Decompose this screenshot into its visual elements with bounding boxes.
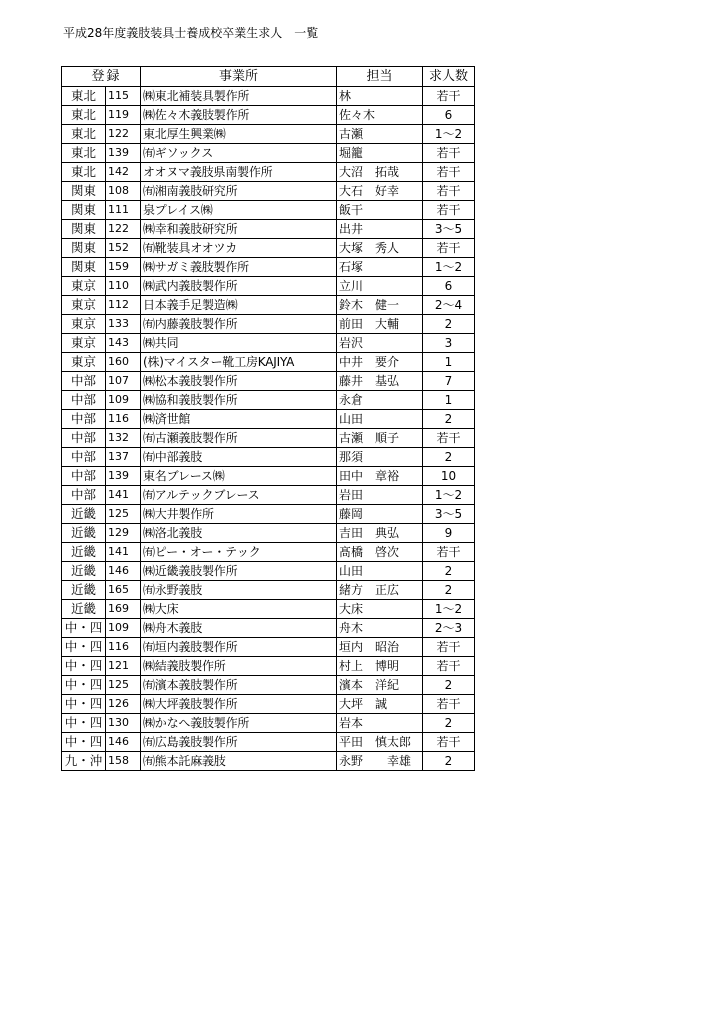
cell-region: 中部: [62, 391, 106, 410]
cell-openings: 2～3: [423, 619, 475, 638]
cell-company: ㈲ピー・オー・テック: [141, 543, 337, 562]
cell-number: 141: [106, 543, 141, 562]
cell-number: 146: [106, 733, 141, 752]
cell-openings: 若干: [423, 87, 475, 106]
cell-number: 139: [106, 467, 141, 486]
cell-number: 132: [106, 429, 141, 448]
cell-number: 165: [106, 581, 141, 600]
cell-company: ㈱大井製作所: [141, 505, 337, 524]
cell-number: 116: [106, 410, 141, 429]
cell-region: 中部: [62, 467, 106, 486]
cell-region: 九・沖: [62, 752, 106, 771]
cell-company: オオヌマ義肢県南製作所: [141, 163, 337, 182]
table-row: [62, 144, 475, 163]
cell-number: 159: [106, 258, 141, 277]
cell-contact: 藤岡: [337, 505, 423, 524]
table-row: [62, 524, 475, 543]
cell-number: 109: [106, 619, 141, 638]
cell-number: 111: [106, 201, 141, 220]
cell-openings: 若干: [423, 695, 475, 714]
cell-openings: 6: [423, 106, 475, 125]
cell-number: 142: [106, 163, 141, 182]
table-row: [62, 676, 475, 695]
table-row: [62, 486, 475, 505]
cell-openings: 1: [423, 391, 475, 410]
cell-region: 中・四: [62, 619, 106, 638]
table-row: [62, 657, 475, 676]
cell-number: 139: [106, 144, 141, 163]
cell-region: 東京: [62, 277, 106, 296]
table-row: [62, 106, 475, 125]
cell-number: 158: [106, 752, 141, 771]
cell-number: 126: [106, 695, 141, 714]
header-number: 録: [106, 67, 141, 87]
cell-region: 東京: [62, 296, 106, 315]
table-row: [62, 391, 475, 410]
cell-contact: 岩沢: [337, 334, 423, 353]
cell-region: 東京: [62, 334, 106, 353]
cell-contact: 藤井 基弘: [337, 372, 423, 391]
cell-openings: 若干: [423, 163, 475, 182]
cell-number: 109: [106, 391, 141, 410]
cell-openings: 10: [423, 467, 475, 486]
cell-region: 東京: [62, 315, 106, 334]
table-row: [62, 505, 475, 524]
cell-region: 東北: [62, 144, 106, 163]
cell-contact: 大石 好幸: [337, 182, 423, 201]
cell-number: 125: [106, 676, 141, 695]
cell-region: 近畿: [62, 562, 106, 581]
table-row: [62, 315, 475, 334]
cell-company: ㈱結義肢製作所: [141, 657, 337, 676]
cell-region: 近畿: [62, 600, 106, 619]
table-row: [62, 619, 475, 638]
table-row: [62, 296, 475, 315]
table-row: [62, 201, 475, 220]
cell-region: 近畿: [62, 524, 106, 543]
cell-region: 近畿: [62, 581, 106, 600]
table-row: [62, 239, 475, 258]
cell-region: 近畿: [62, 505, 106, 524]
cell-number: 121: [106, 657, 141, 676]
cell-number: 129: [106, 524, 141, 543]
job-listing-table: [61, 66, 475, 771]
cell-openings: 1～2: [423, 258, 475, 277]
cell-company: ㈲内藤義肢製作所: [141, 315, 337, 334]
cell-region: 中・四: [62, 733, 106, 752]
table-row: [62, 714, 475, 733]
cell-number: 152: [106, 239, 141, 258]
cell-contact: 髙橋 啓次: [337, 543, 423, 562]
cell-region: 東京: [62, 353, 106, 372]
cell-contact: 中井 要介: [337, 353, 423, 372]
cell-company: ㈲古瀬義肢製作所: [141, 429, 337, 448]
cell-openings: 2: [423, 315, 475, 334]
cell-contact: 大塚 秀人: [337, 239, 423, 258]
cell-company: ㈱松本義肢製作所: [141, 372, 337, 391]
cell-openings: 3～5: [423, 505, 475, 524]
cell-openings: 若干: [423, 182, 475, 201]
table-row: [62, 467, 475, 486]
cell-contact: 舟木: [337, 619, 423, 638]
cell-number: 143: [106, 334, 141, 353]
cell-number: 125: [106, 505, 141, 524]
cell-openings: 2: [423, 676, 475, 695]
cell-openings: 若干: [423, 429, 475, 448]
cell-openings: 若干: [423, 144, 475, 163]
cell-openings: 2: [423, 562, 475, 581]
cell-contact: 出井: [337, 220, 423, 239]
table-row: [62, 543, 475, 562]
cell-openings: 1～2: [423, 600, 475, 619]
cell-contact: 永倉: [337, 391, 423, 410]
document-title: 平成28年度義肢装具士養成校卒業生求人 一覧: [63, 26, 319, 40]
cell-openings: 若干: [423, 543, 475, 562]
cell-company: 泉プレイス㈱: [141, 201, 337, 220]
cell-openings: 若干: [423, 239, 475, 258]
cell-openings: 若干: [423, 638, 475, 657]
cell-contact: 濱本 洋紀: [337, 676, 423, 695]
table-row: [62, 752, 475, 771]
cell-region: 東北: [62, 163, 106, 182]
cell-contact: 村上 博明: [337, 657, 423, 676]
cell-openings: 7: [423, 372, 475, 391]
cell-openings: 2: [423, 410, 475, 429]
table-row: [62, 410, 475, 429]
cell-company: 日本義手足製造㈱: [141, 296, 337, 315]
cell-contact: 古瀬 順子: [337, 429, 423, 448]
cell-contact: 吉田 典弘: [337, 524, 423, 543]
cell-company: ㈱サガミ義肢製作所: [141, 258, 337, 277]
cell-openings: 6: [423, 277, 475, 296]
table-row: [62, 258, 475, 277]
cell-company: ㈲中部義肢: [141, 448, 337, 467]
cell-region: 中・四: [62, 638, 106, 657]
header-contact: 担当: [337, 67, 423, 87]
cell-company: ㈱協和義肢製作所: [141, 391, 337, 410]
cell-contact: 山田: [337, 410, 423, 429]
cell-region: 中・四: [62, 695, 106, 714]
cell-openings: 2: [423, 752, 475, 771]
cell-openings: 若干: [423, 201, 475, 220]
cell-contact: 堀籠: [337, 144, 423, 163]
table-header: [62, 67, 475, 87]
cell-number: 122: [106, 125, 141, 144]
cell-company: ㈲アルテックブレース: [141, 486, 337, 505]
cell-company: ㈱済世館: [141, 410, 337, 429]
cell-company: ㈲湘南義肢研究所: [141, 182, 337, 201]
table-row: [62, 581, 475, 600]
cell-company: ㈱大坪義肢製作所: [141, 695, 337, 714]
cell-region: 中部: [62, 448, 106, 467]
cell-company: ㈱洛北義肢: [141, 524, 337, 543]
cell-number: 112: [106, 296, 141, 315]
header-openings: 求人数: [423, 67, 475, 87]
cell-openings: 2: [423, 714, 475, 733]
cell-region: 東北: [62, 87, 106, 106]
cell-contact: 立川: [337, 277, 423, 296]
cell-contact: 石塚: [337, 258, 423, 277]
table-row: [62, 125, 475, 144]
cell-region: 近畿: [62, 543, 106, 562]
table-row: [62, 638, 475, 657]
cell-openings: 若干: [423, 733, 475, 752]
cell-number: 115: [106, 87, 141, 106]
cell-region: 関東: [62, 201, 106, 220]
cell-number: 122: [106, 220, 141, 239]
cell-number: 160: [106, 353, 141, 372]
cell-contact: 大坪 誠: [337, 695, 423, 714]
cell-region: 関東: [62, 239, 106, 258]
cell-openings: 若干: [423, 657, 475, 676]
cell-company: 東名ブレース㈱: [141, 467, 337, 486]
table-row: [62, 429, 475, 448]
cell-contact: 垣内 昭治: [337, 638, 423, 657]
cell-region: 中・四: [62, 676, 106, 695]
table-row: [62, 353, 475, 372]
cell-openings: 9: [423, 524, 475, 543]
cell-region: 関東: [62, 182, 106, 201]
cell-company: ㈲広島義肢製作所: [141, 733, 337, 752]
cell-region: 東北: [62, 125, 106, 144]
cell-contact: 田中 章裕: [337, 467, 423, 486]
cell-company: 東北厚生興業㈱: [141, 125, 337, 144]
cell-company: ㈱かなへ義肢製作所: [141, 714, 337, 733]
cell-region: 中部: [62, 486, 106, 505]
cell-company: (株)マイスター靴工房KAJIYA: [141, 353, 337, 372]
cell-company: ㈱共同: [141, 334, 337, 353]
cell-openings: 1～2: [423, 486, 475, 505]
cell-openings: 2: [423, 581, 475, 600]
cell-number: 116: [106, 638, 141, 657]
cell-company: ㈱佐々木義肢製作所: [141, 106, 337, 125]
cell-region: 中・四: [62, 714, 106, 733]
cell-contact: 那須: [337, 448, 423, 467]
table-row: [62, 448, 475, 467]
cell-contact: 大沼 拓哉: [337, 163, 423, 182]
table-row: [62, 562, 475, 581]
cell-company: ㈲垣内義肢製作所: [141, 638, 337, 657]
cell-contact: 岩本: [337, 714, 423, 733]
cell-company: ㈲永野義肢: [141, 581, 337, 600]
cell-region: 中部: [62, 372, 106, 391]
cell-contact: 前田 大輔: [337, 315, 423, 334]
cell-company: ㈱近畿義肢製作所: [141, 562, 337, 581]
cell-contact: 岩田: [337, 486, 423, 505]
cell-region: 東北: [62, 106, 106, 125]
cell-openings: 3: [423, 334, 475, 353]
cell-company: ㈱舟木義肢: [141, 619, 337, 638]
cell-company: ㈱東北補装具製作所: [141, 87, 337, 106]
table-row: [62, 600, 475, 619]
cell-contact: 鈴木 健一: [337, 296, 423, 315]
cell-number: 146: [106, 562, 141, 581]
cell-number: 108: [106, 182, 141, 201]
cell-company: ㈲熊本託麻義肢: [141, 752, 337, 771]
cell-number: 169: [106, 600, 141, 619]
cell-contact: 山田: [337, 562, 423, 581]
cell-contact: 大床: [337, 600, 423, 619]
cell-company: ㈱幸和義肢研究所: [141, 220, 337, 239]
table-row: [62, 163, 475, 182]
cell-contact: 佐々木: [337, 106, 423, 125]
cell-number: 130: [106, 714, 141, 733]
cell-number: 119: [106, 106, 141, 125]
cell-number: 110: [106, 277, 141, 296]
header-region: 登: [62, 67, 106, 87]
cell-openings: 2: [423, 448, 475, 467]
cell-openings: 2～4: [423, 296, 475, 315]
table-row: [62, 220, 475, 239]
header-row: [62, 67, 475, 87]
cell-region: 関東: [62, 258, 106, 277]
table-row: [62, 277, 475, 296]
cell-number: 137: [106, 448, 141, 467]
table-row: [62, 87, 475, 106]
cell-company: ㈲ギソックス: [141, 144, 337, 163]
cell-number: 133: [106, 315, 141, 334]
cell-region: 関東: [62, 220, 106, 239]
cell-openings: 1: [423, 353, 475, 372]
table-row: [62, 334, 475, 353]
cell-contact: 飯干: [337, 201, 423, 220]
cell-openings: 3～5: [423, 220, 475, 239]
header-company: 事業所: [141, 67, 337, 87]
cell-company: ㈱武内義肢製作所: [141, 277, 337, 296]
cell-contact: 林: [337, 87, 423, 106]
cell-contact: 緒方 正広: [337, 581, 423, 600]
cell-contact: 古瀬: [337, 125, 423, 144]
cell-contact: 永野 幸雄: [337, 752, 423, 771]
cell-contact: 平田 慎太郎: [337, 733, 423, 752]
table-body: [62, 87, 475, 771]
table-row: [62, 372, 475, 391]
cell-number: 141: [106, 486, 141, 505]
table-row: [62, 695, 475, 714]
cell-company: ㈲濱本義肢製作所: [141, 676, 337, 695]
cell-number: 107: [106, 372, 141, 391]
cell-company: ㈲靴装具オオツカ: [141, 239, 337, 258]
cell-openings: 1～2: [423, 125, 475, 144]
cell-region: 中部: [62, 410, 106, 429]
table-row: [62, 733, 475, 752]
cell-region: 中部: [62, 429, 106, 448]
table-row: [62, 182, 475, 201]
cell-company: ㈱大床: [141, 600, 337, 619]
cell-region: 中・四: [62, 657, 106, 676]
